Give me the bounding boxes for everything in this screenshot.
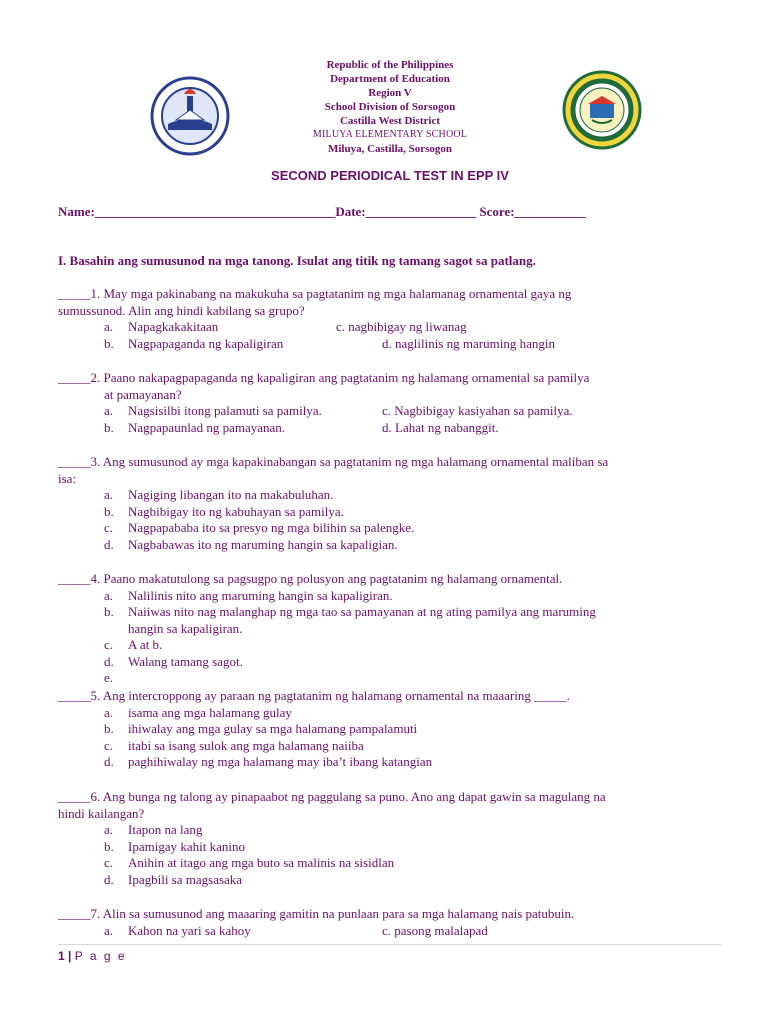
- option-d: d. Lahat ng nabanggit.: [382, 419, 499, 435]
- deped-seal-icon: [150, 76, 230, 156]
- option-letter: c.: [104, 855, 114, 870]
- question-text-cont: hindi kailangan?: [58, 805, 145, 821]
- header-school: MILUYA ELEMENTARY SCHOOL: [312, 129, 468, 140]
- option-b: Ipamigay kahit kanino: [128, 838, 245, 854]
- option-letter: a.: [104, 403, 114, 418]
- option-c: c. Nagbibigay kasiyahan sa pamilya.: [382, 403, 573, 418]
- option-row: [58, 588, 723, 605]
- school-district-seal-icon: [562, 70, 642, 150]
- option-c: itabi sa isang sulok ang mga halamang naiiba: [128, 737, 364, 753]
- option-d: Ipagbili sa magsasaka: [128, 871, 243, 887]
- option-b: Nagpapaunlad ng pamayanan.: [128, 419, 286, 435]
- header-division: School Division of Sorsogon: [324, 101, 456, 113]
- option-d: paghihiwalay ng mga halamang may iba’t ibang katangian: [128, 754, 433, 769]
- question-text: _____3. Ang sumusunod ay mga kapakinabangan sa pagtatanim ng mga halamang ornamental maliban sa: [58, 454, 609, 469]
- option-row: [58, 637, 723, 654]
- option-row: [58, 721, 723, 738]
- header-region: Region V: [368, 87, 412, 99]
- option-letter: d.: [104, 536, 114, 552]
- option-row: [58, 537, 723, 554]
- question-text-cont: at pamayanan?: [104, 386, 182, 402]
- option-row: [58, 336, 723, 353]
- question-text-cont: isa:: [58, 470, 77, 486]
- option-row: [58, 822, 723, 839]
- header-republic: Republic of the Philippines: [326, 59, 454, 71]
- option-letter: b.: [104, 503, 114, 519]
- option-c: Anihin at itago ang mga buto sa malinis na sisidlan: [128, 855, 395, 870]
- option-d: d. naglilinis ng maruming hangin: [382, 335, 555, 351]
- option-letter: e.: [104, 670, 114, 685]
- test-title: SECOND PERIODICAL TEST IN EPP IV: [271, 168, 509, 183]
- option-letter: a.: [104, 587, 114, 603]
- name-date-score-line: Name:_____________________________________Date:_________________ Score:___________: [58, 204, 587, 219]
- option-b: Nagpapaganda ng kapaligiran: [128, 335, 284, 351]
- option-c: Nagpapababa ito sa presyo ng mga bilihin sa palengke.: [128, 520, 415, 535]
- option-row: [58, 923, 723, 940]
- option-row: [58, 872, 723, 889]
- option-letter: b.: [104, 838, 114, 854]
- option-d: Walang tamang sagot.: [128, 653, 243, 669]
- option-letter: a.: [104, 922, 114, 938]
- option-row: [58, 604, 723, 637]
- header-department: Department of Education: [330, 73, 450, 85]
- option-c: c. pasong malalapad: [382, 922, 488, 938]
- page-footer: [58, 949, 127, 963]
- option-letter: b.: [104, 721, 114, 736]
- option-row: [58, 738, 723, 755]
- option-b: Nagbibigay ito ng kabuhayan sa pamilya.: [128, 503, 344, 519]
- option-b: ihiwalay ang mga gulay sa mga halamang pampalamuti: [128, 721, 418, 736]
- option-row: [58, 319, 723, 336]
- option-letter: c.: [104, 520, 114, 535]
- option-letter: b.: [104, 419, 114, 435]
- question-3: [58, 454, 723, 553]
- question-6: [58, 789, 723, 888]
- option-a: Nagsisilbi itong palamuti sa pamilya.: [128, 403, 322, 418]
- question-text: _____7. Alin sa sumusunod ang maaaring gamitin na punlaan para sa mga halamang nais patubuin.: [58, 906, 575, 921]
- option-d: Nagbabawas ito ng maruming hangin sa kapaligian.: [128, 536, 398, 552]
- option-letter: b.: [104, 335, 114, 351]
- option-letter: a.: [104, 487, 114, 502]
- question-text: _____5. Ang intercroppong ay paraan ng pagtatanim ng halamang ornamental na maaaring _____.: [58, 688, 570, 703]
- option-letter: a.: [104, 704, 114, 720]
- question-2: [58, 370, 723, 436]
- header-address: Miluya, Castilla, Sorsogon: [327, 143, 453, 155]
- question-1: [58, 286, 723, 352]
- header-district: Castilla West District: [339, 115, 440, 127]
- option-letter: c.: [104, 737, 114, 753]
- section-instructions: I. Basahin ang sumusunod na mga tanong. Isulat ang titik ng tamang sagot sa patlang.: [58, 253, 536, 268]
- question-5: [58, 688, 723, 771]
- page-label: P a g e: [74, 949, 127, 963]
- question-text: _____2. Paano nakapagpapaganda ng kapaligiran ang pagtatanim ng halamang ornamental sa pamilya: [58, 370, 590, 385]
- option-a: Nalilinis nito ang maruming hangin sa kapaligiran.: [128, 587, 393, 603]
- option-row: [58, 504, 723, 521]
- option-b: Naiiwas nito nag malanghap ng mga tao sa pamayanan at ng ating pamilya ang maruming: [128, 604, 596, 619]
- option-letter: d.: [104, 653, 114, 669]
- question-text: _____6. Ang bunga ng talong ay pinapaabot ng paggulang sa puno. Ano ang dapat gawin sa magulang na: [58, 789, 606, 804]
- option-row: [58, 403, 723, 420]
- footer-divider: [58, 944, 722, 945]
- option-row: [58, 754, 723, 771]
- question-text: _____4. Paano makatutulong sa pagsugpo ng polusyon ang pagtatanim ng halamang ornamental.: [58, 571, 563, 586]
- question-4: [58, 571, 723, 687]
- page-separator: |: [68, 949, 72, 963]
- page-number: 1: [58, 949, 65, 963]
- option-row: [58, 654, 723, 671]
- question-text: _____1. May mga pakinabang na makukuha sa pagtatanim ng mga halamanag ornamental gaya ng: [58, 286, 572, 301]
- option-letter: d.: [104, 754, 114, 769]
- option-letter: a.: [104, 822, 114, 837]
- option-a: isama ang mga halamang gulay: [128, 704, 292, 720]
- option-row: [58, 420, 723, 437]
- option-b-cont: hangin sa kapaligiran.: [128, 620, 243, 636]
- option-c: A at b.: [128, 637, 163, 652]
- question-7: [58, 906, 723, 939]
- school-header: [240, 58, 540, 156]
- question-text-cont: sumussunod. Alin ang hindi kabilang sa grupo?: [58, 302, 305, 318]
- option-letter: a.: [104, 319, 114, 334]
- option-letter: d.: [104, 871, 114, 887]
- option-a: Napagkakakitaan: [128, 319, 219, 334]
- option-row: [58, 839, 723, 856]
- option-row: [58, 705, 723, 722]
- option-row: [58, 520, 723, 537]
- option-letter: b.: [104, 604, 114, 619]
- option-row: [58, 670, 723, 687]
- option-a: Itapon na lang: [128, 822, 203, 837]
- option-row: [58, 855, 723, 872]
- option-row: [58, 487, 723, 504]
- option-a: Kahon na yari sa kahoy: [128, 922, 251, 938]
- option-c: c. nagbibigay ng liwanag: [336, 319, 467, 334]
- option-letter: c.: [104, 637, 114, 652]
- option-a: Nagiging libangan ito na makabuluhan.: [128, 487, 334, 502]
